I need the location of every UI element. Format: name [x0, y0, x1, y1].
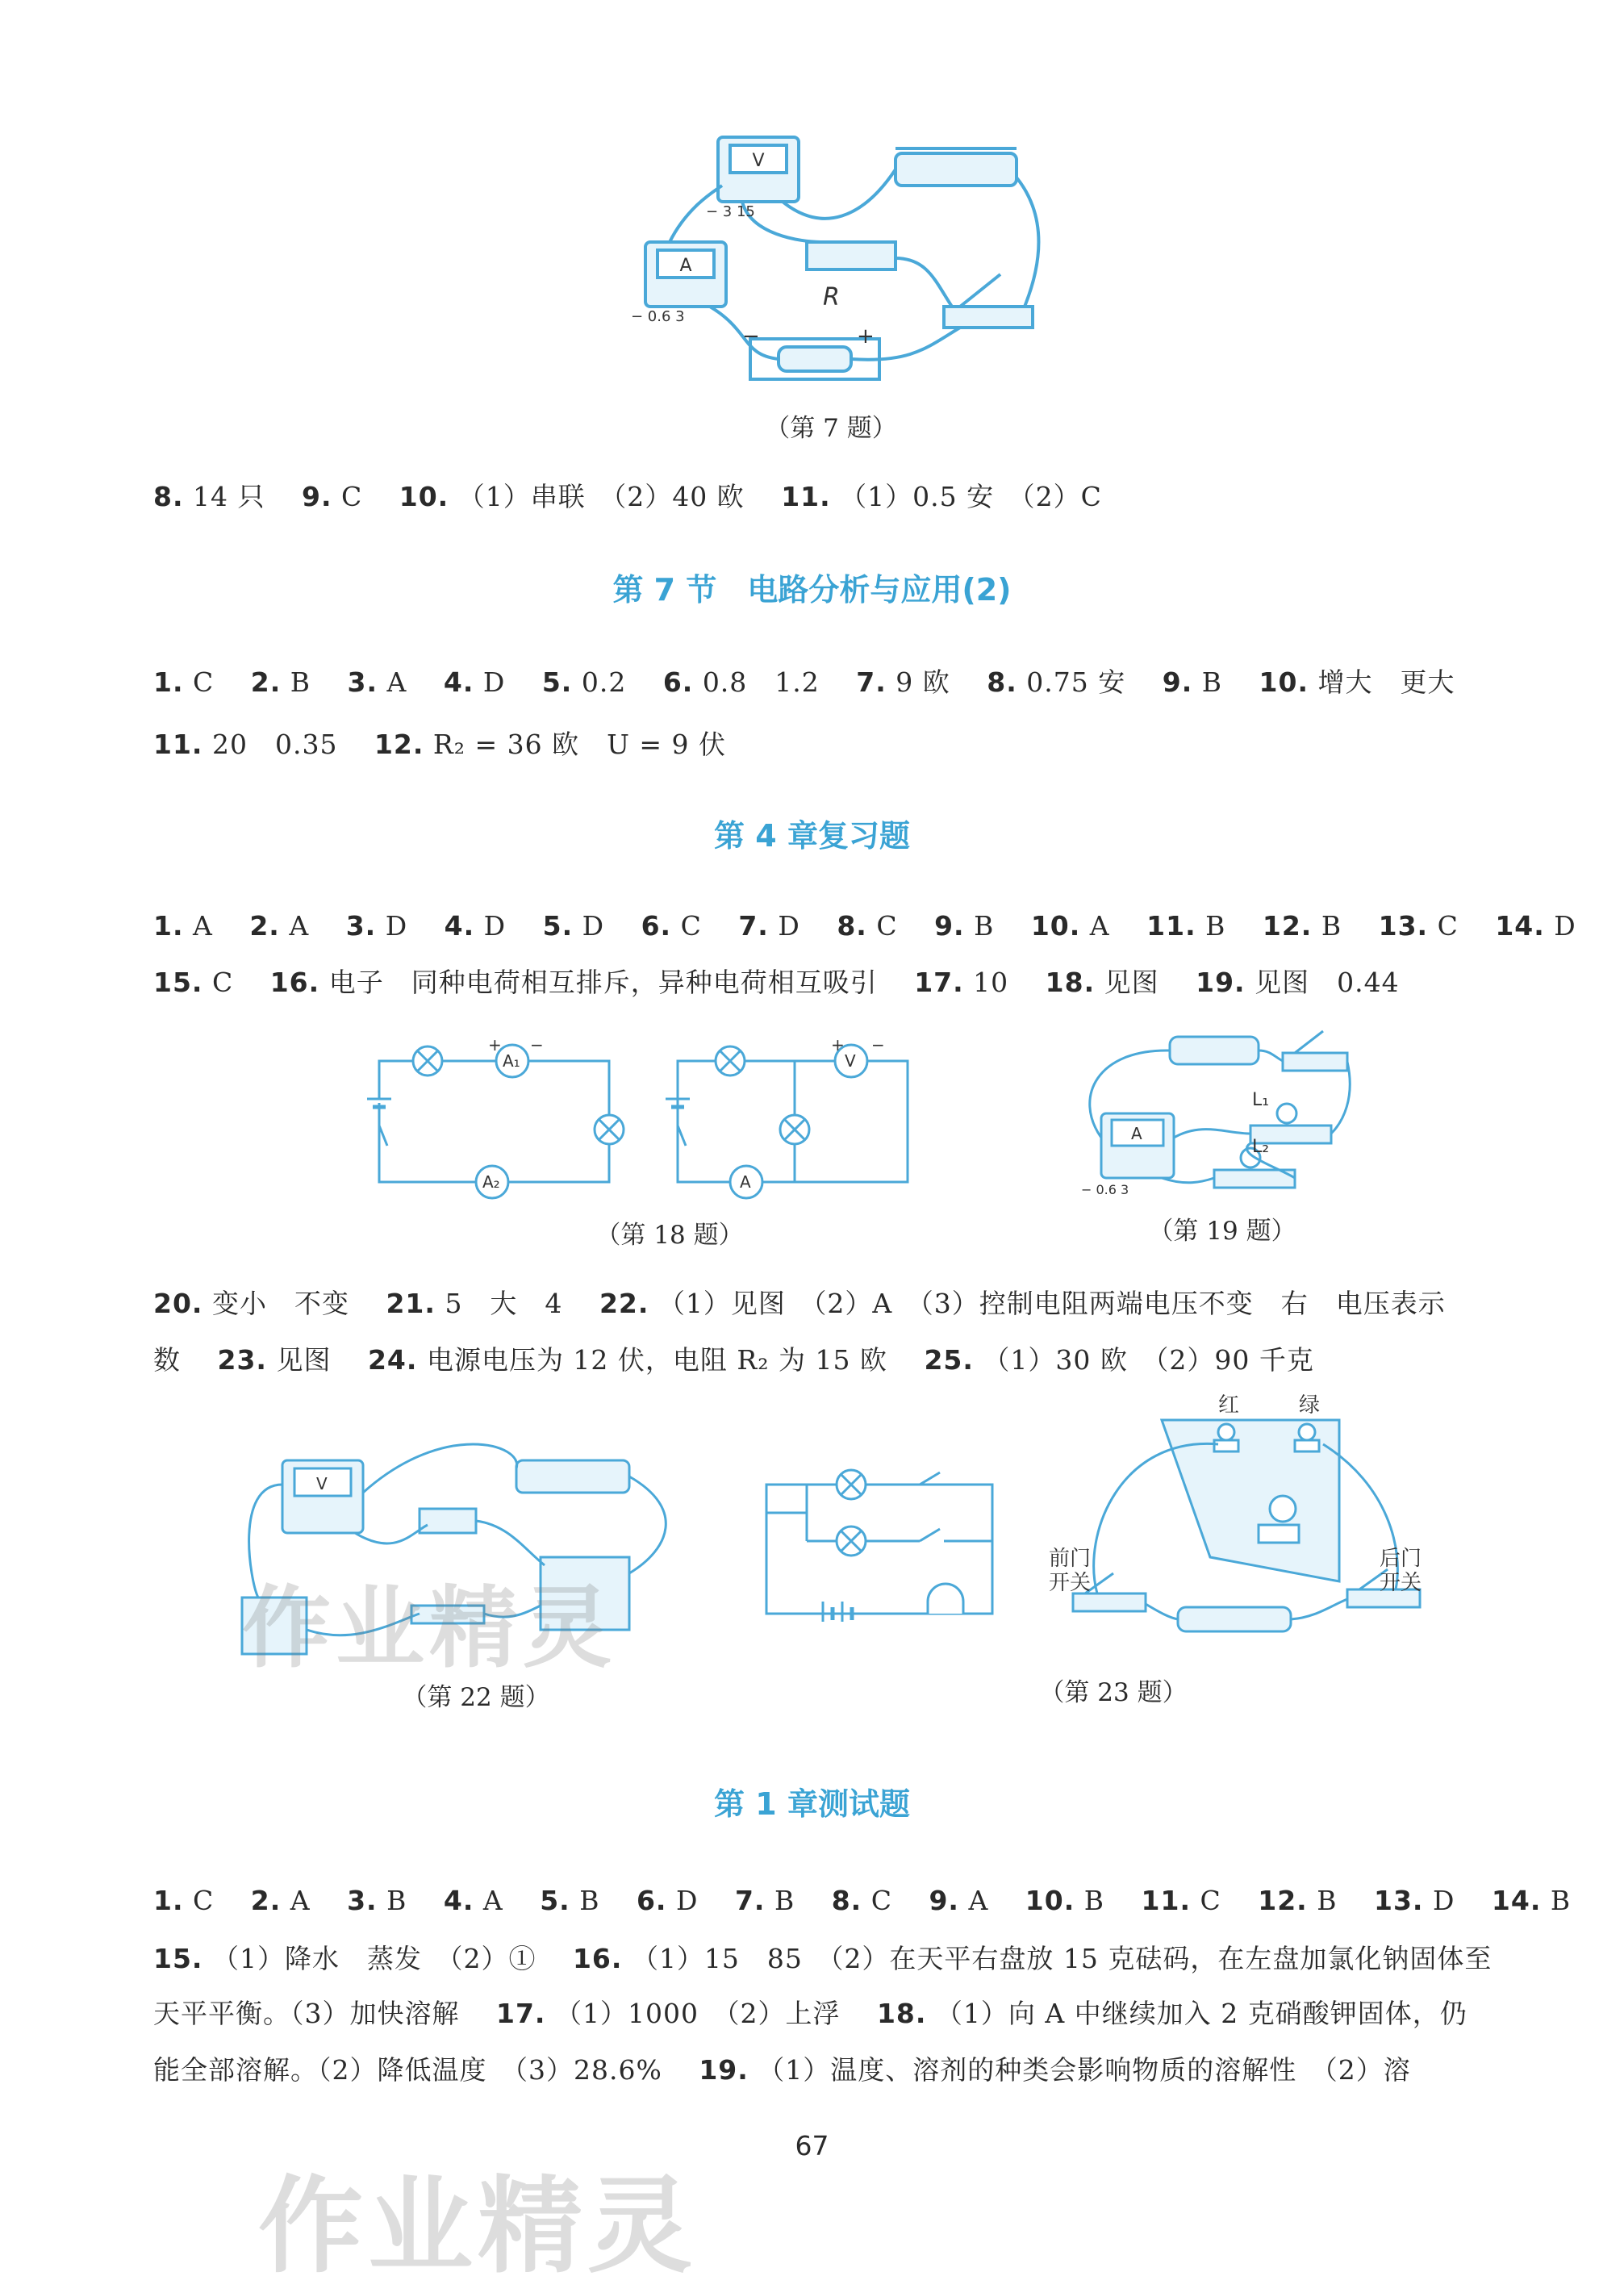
ch1-line-2: 15. （1）降水 蒸发 （2）① 16. （1）15 85 （2）在天平右盘放 15 克砝码，在左盘加氯化钠固体至: [153, 1943, 1492, 1974]
v-label: V: [845, 1051, 856, 1071]
ammeter-terminals-label: − 0.6 3: [631, 308, 685, 325]
section-7-2-line-2: 11. 20 0.35 12. R₂ = 36 欧 U = 9 伏: [153, 729, 727, 760]
a-label: A: [740, 1172, 751, 1192]
figure-q19-circuit: [1065, 1017, 1355, 1202]
battery-plus-label: +: [857, 324, 875, 349]
a2-label: A₂: [482, 1172, 500, 1192]
figure-q22-caption: （第 22 题）: [402, 1683, 550, 1712]
back-door-label: 后门: [1380, 1547, 1422, 1571]
voltmeter-terminals-label: − 3 15: [706, 203, 755, 220]
ch4-line-4: 数 23. 见图 24. 电源电压为 12 伏，电阻 R₂ 为 15 欧 25. （1）30 欧 （2）90 千克: [153, 1344, 1314, 1376]
figure-q7-caption: （第 7 题）: [765, 414, 897, 443]
a1-label: A₁: [503, 1051, 520, 1071]
figure-q18-circuits: [355, 1033, 936, 1210]
figure-q23-schematic: [758, 1468, 1017, 1622]
front-switch-label: 开关: [1049, 1571, 1092, 1595]
page-number: 67: [795, 2130, 829, 2161]
front-door-label: 前门: [1049, 1547, 1092, 1571]
plus-sign: +: [831, 1035, 845, 1055]
watermark-bottom: 作业精灵: [258, 2165, 698, 2287]
l1-label: L₁: [1252, 1090, 1270, 1110]
resistor-label: R: [823, 283, 840, 311]
plus-sign: +: [488, 1035, 502, 1055]
battery-minus-label: −: [742, 324, 760, 349]
minus-sign: −: [871, 1035, 885, 1055]
watermark-middle: 作业精灵: [242, 1577, 616, 1680]
ch4-line-1: 1. A 2. A 3. D 4. D 5. D 6. C 7. D 8. C 9. B 10. A 11. B 12. B 13. C 14. D: [153, 910, 1576, 942]
voltmeter-label: V: [752, 151, 765, 171]
ch1-line-3: 天平平衡。（3）加快溶解 17. （1）1000 （2）上浮 18. （1）向 A 中继续加入 2 克硝酸钾固体，仍: [153, 1998, 1467, 2029]
red-label: 红: [1218, 1393, 1240, 1418]
minus-sign: −: [530, 1035, 544, 1055]
ch1-line-4: 能全部溶解。（2）降低温度 （3）28.6% 19. （1）温度、溶剂的种类会影响物质的溶解性 （2）溶: [153, 2054, 1411, 2086]
section-heading-7-2: 第 7 节 电路分析与应用(2): [612, 572, 1012, 608]
q19-ammeter-label: A: [1131, 1124, 1142, 1143]
l2-label: L₂: [1252, 1137, 1270, 1157]
figure-q19-caption: （第 19 题）: [1148, 1217, 1296, 1246]
figure-q7-circuit: [621, 121, 1057, 395]
section-7-2-line-1: 1. C 2. B 3. A 4. D 5. 0.2 6. 0.8 1.2 7. 9 欧 8. 0.75 安 9. B 10. 增大 更大: [153, 666, 1455, 698]
q19-terminals-label: − 0.6 3: [1081, 1182, 1129, 1197]
q22-voltmeter-label: V: [316, 1474, 328, 1493]
ch4-line-3: 20. 变小 不变 21. 5 大 4 22. （1）见图 （2）A （3）控制电阻两端电压不变 右 电压表示: [153, 1288, 1446, 1319]
ammeter-label: A: [679, 256, 692, 276]
figure-q18-caption: （第 18 题）: [595, 1221, 744, 1250]
green-label: 绿: [1299, 1393, 1321, 1418]
ch4-line-2: 15. C 16. 电子 同种电荷相互排斥，异种电荷相互吸引 17. 10 18. 见图 19. 见图 0.44: [153, 967, 1400, 998]
section-heading-ch1-test: 第 1 章测试题: [714, 1786, 910, 1822]
back-switch-label: 开关: [1380, 1571, 1422, 1595]
ch1-line-1: 1. C 2. A 3. B 4. A 5. B 6. D 7. B 8. C 9. A 10. B 11. C 12. B 13. D 14. B: [153, 1885, 1572, 1916]
figure-q23-pictorial: [1049, 1388, 1428, 1646]
answers-q8-q11: 8. 14 只 9. C 10. （1）串联 （2）40 欧 11. （1）0.5 安 （2）C: [153, 481, 1102, 512]
figure-q23-caption: （第 23 题）: [1039, 1678, 1188, 1707]
section-heading-ch4-review: 第 4 章复习题: [714, 818, 910, 854]
